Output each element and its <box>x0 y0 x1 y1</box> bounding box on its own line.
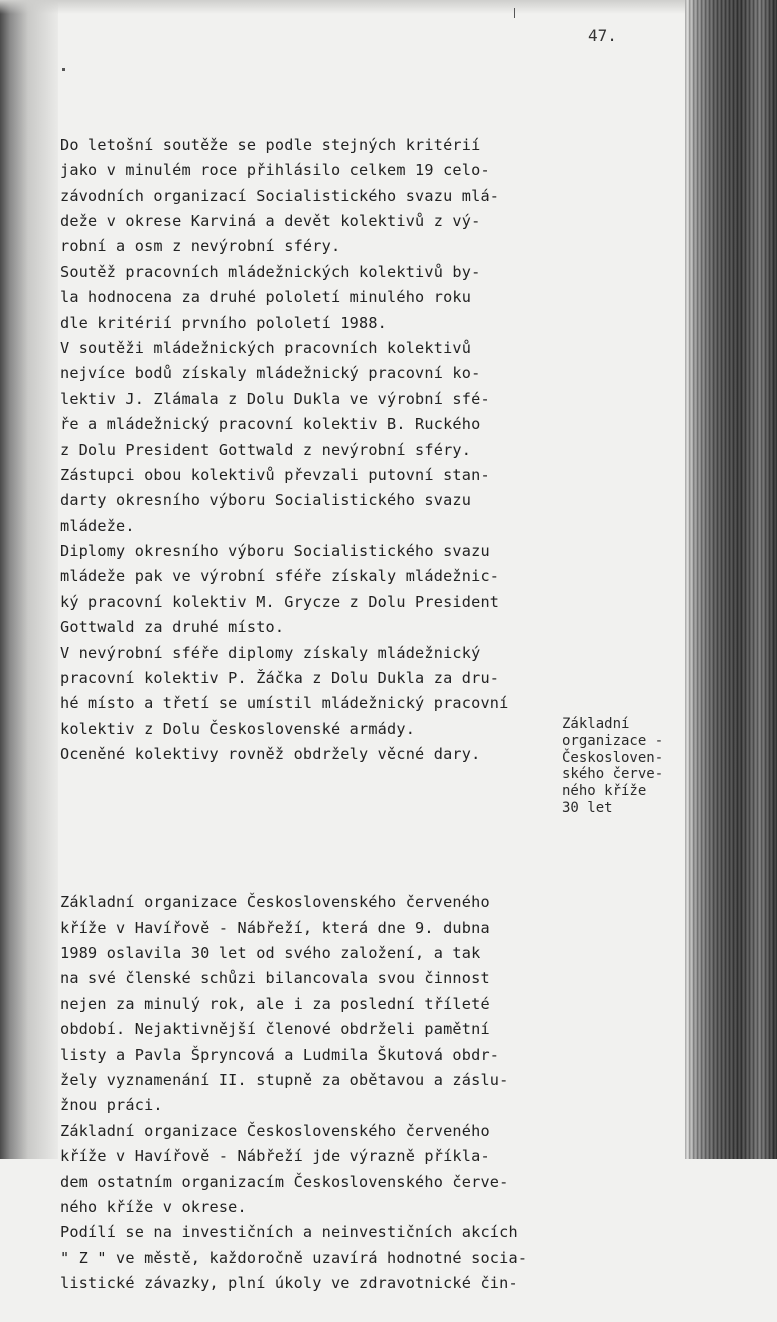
text-line: žely vyznamenání II. stupně za obětavou a záslu- <box>60 1070 509 1089</box>
text-line: nejvíce bodů získaly mládežnický pracovní ko- <box>60 364 481 383</box>
text-line: kříže v Havířově - Nábřeží jde výrazně příkla- <box>60 1147 490 1166</box>
text-line: žnou práci. <box>60 1096 163 1115</box>
text-line: deže v okrese Karviná a devět kolektivů z vý- <box>60 211 481 230</box>
text-line: Do letošní soutěže se podle stejných kritérií <box>60 135 481 154</box>
paragraph-block-ssm-competition <box>60 133 560 768</box>
text-line: období. Nejaktivnější členové obdrželi pamětní <box>60 1020 490 1039</box>
page-number: 47. <box>588 26 617 45</box>
text-line: mládeže pak ve výrobní sféře získaly mládežnic- <box>60 567 500 586</box>
text-line: kolektiv z Dolu Československé armády. <box>60 719 416 738</box>
text-line: dem ostatním organizacím Československého červe- <box>60 1172 509 1191</box>
text-line: la hodnocena za druhé pololetí minulého roku <box>60 288 472 307</box>
document-body <box>60 82 560 1322</box>
text-line: pracovní kolektiv P. Žáčka z Dolu Dukla za dru- <box>60 669 500 688</box>
scan-top-edge-shadow <box>0 0 685 14</box>
text-line: " Z " ve městě, každoročně uzavírá hodnotné socia- <box>60 1248 528 1267</box>
text-line: nejen za minulý rok, ale i za poslední tříleté <box>60 994 490 1013</box>
text-line: V soutěži mládežnických pracovních kolektivů <box>60 338 472 357</box>
text-line: 1989 oslavila 30 let od svého založení, a tak <box>60 943 481 962</box>
margin-note-line: organizace - <box>562 732 664 749</box>
text-line: Základní organizace Československého červeného <box>60 1121 490 1140</box>
margin-tick-mark <box>62 68 65 71</box>
text-line: závodních organizací Socialistického svazu mlá- <box>60 186 500 205</box>
text-line: z Dolu President Gottwald z nevýrobní sféry. <box>60 440 472 459</box>
text-line: mládeže. <box>60 516 135 535</box>
text-line: Základní organizace Československého červeného <box>60 893 490 912</box>
text-line: lektiv J. Zlámala z Dolu Dukla ve výrobní sfé- <box>60 389 490 408</box>
book-binding-edge <box>685 0 777 1159</box>
text-line: na své členské schůzi bilancovala svou činnost <box>60 969 490 988</box>
margin-tick-mark <box>514 8 515 18</box>
paragraph-gap <box>60 818 560 839</box>
text-line: robní a osm z nevýrobní sféry. <box>60 237 341 256</box>
margin-note-line: 30 let <box>562 799 613 816</box>
text-line: ného kříže v okrese. <box>60 1197 247 1216</box>
margin-note-line: Základní <box>562 716 630 732</box>
margin-note-line: ného kříže <box>562 783 647 800</box>
text-line: V nevýrobní sféře diplomy získaly mládežnický <box>60 643 481 662</box>
text-line: darty okresního výboru Socialistického svazu <box>60 491 472 510</box>
text-line: ký pracovní kolektiv M. Grycze z Dolu President <box>60 592 500 611</box>
text-line: Gottwald za druhé místo. <box>60 618 285 637</box>
text-line: jako v minulém roce přihlásilo celkem 19 celo- <box>60 161 490 180</box>
text-line: listické závazky, plní úkoly ve zdravotnické čin- <box>60 1274 518 1293</box>
margin-note-red-cross-anniversary <box>562 716 682 817</box>
text-line: Podílí se na investičních a neinvestičních akcích <box>60 1223 518 1242</box>
text-line: dle kritérií prvního pololetí 1988. <box>60 313 388 332</box>
scan-left-edge-shadow <box>0 0 58 1159</box>
text-line: listy a Pavla Špryncová a Ludmila Škutová obdr- <box>60 1045 500 1064</box>
paragraph-block-red-cross <box>60 890 560 1296</box>
text-line: hé místo a třetí se umístil mládežnický pracovní <box>60 694 509 713</box>
text-line: Soutěž pracovních mládežnických kolektivů by- <box>60 262 481 281</box>
margin-note-line: Českosloven- <box>562 749 664 766</box>
text-line: Diplomy okresního výboru Socialistického svazu <box>60 542 490 561</box>
text-line: Oceněné kolektivy rovněž obdržely věcné dary. <box>60 745 481 764</box>
text-line: Zástupci obou kolektivů převzali putovní stan- <box>60 465 490 484</box>
text-line: ře a mládežnický pracovní kolektiv B. Ruckého <box>60 415 481 434</box>
text-line: kříže v Havířově - Nábřeží, která dne 9. dubna <box>60 918 490 937</box>
margin-note-line: ského červe- <box>562 766 664 783</box>
